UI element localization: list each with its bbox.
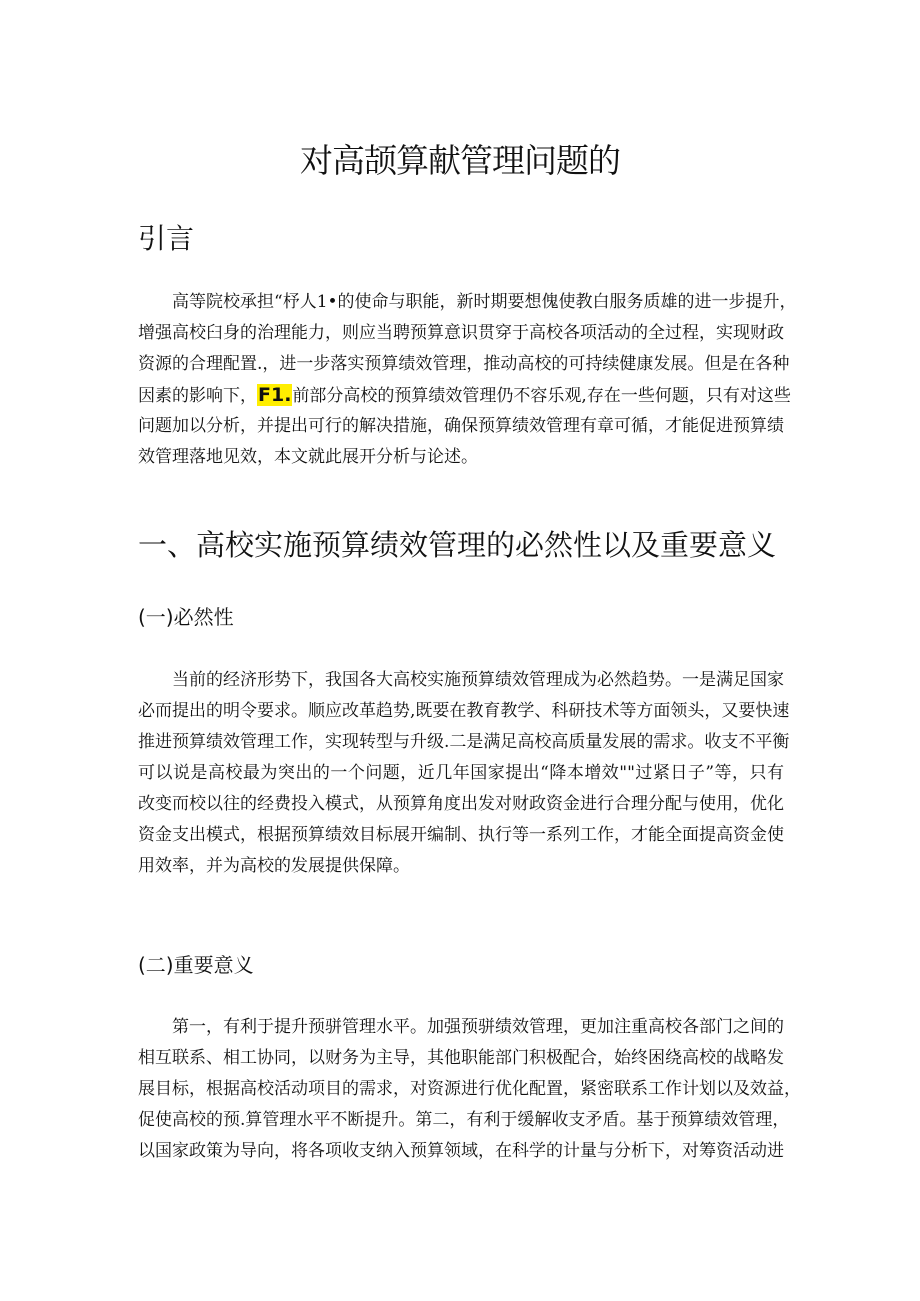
intro-heading: 引言: [138, 222, 195, 255]
text-line: 用效率，并为高校的发展提供保障。: [138, 856, 410, 876]
text-line: 增强高校臼身的治理能力，则应当聘预算意识贯穿于高校各项活动的全过程，实现财政: [138, 323, 784, 343]
text-segment: 因素的影响下，: [138, 386, 257, 406]
highlighted-text: F1.: [258, 384, 292, 406]
intro-paragraph: [138, 287, 797, 473]
text-line: 高等院校承担“杼人1•的使命与职能，新时期要想傀使教白服务质雄的进一步提升，: [172, 292, 797, 312]
text-line: 资源的合理配置.，进一步落实预算绩效管理，推动高校的可持续健康发展。但是在各种: [138, 354, 790, 374]
text-line: 以国家政策为导向，将各项收支纳入预算领域，在科学的计量与分析下，对筹资活动进: [138, 1141, 784, 1161]
text-line: 推进预算绩效管理工作，实现转型与升级.二是满足高校高质量发展的需求。收支不平衡: [138, 732, 790, 752]
necessity-paragraph: [138, 665, 790, 882]
text-line: 第一，有利于提升预骈管理水平。加强预骈绩效管理，更加注重高校各部门之间的: [172, 1017, 784, 1037]
significance-paragraph: [138, 1012, 801, 1167]
document-title: 对高颉算献管理问题的: [300, 141, 620, 180]
text-line: 改变而校以往的经费投入模式，从预算角度出发对财政资金进行合理分配与使用，优化: [138, 794, 784, 814]
text-line: 问题加以分析，并提出可行的解决措施，确保预算绩效管理有章可循，才能促进预算绩: [138, 416, 784, 436]
subsection-heading-significance: (二)重要意义: [138, 953, 254, 977]
text-line: 展目标，根据高校活动项目的需求，对资源进行优化配置，紧密联系工作计划以及效益，: [138, 1079, 801, 1099]
text-line: 相互联系、相工协同，以财务为主导，其他职能部门积极配合，始终困绕高校的战略发: [138, 1048, 784, 1068]
text-line-with-highlight: [138, 380, 791, 411]
subsection-heading-necessity: (一)必然性: [138, 605, 234, 629]
text-line: 必而提出的明令要求。顺应改革趋势,既要在教育教学、科研技术等方面领头，又要快速: [138, 701, 790, 721]
text-segment: 前部分高校的预算绩效管理仍不容乐观,存在一些何题，只有对这些: [292, 386, 791, 406]
text-line: 资金支出模式，根据预算绩效目标展开编制、执行等一系列工作，才能全面提高资金使: [138, 825, 784, 845]
text-line: 当前的经济形势下，我国各大高校实施预算绩效管理成为必然趋势。一是满足国家: [172, 670, 784, 690]
text-line: 促使高校的预.算管理水平不断提升。第二，有利于缓解收支矛盾。基于预算绩效管理，: [138, 1110, 790, 1130]
section-heading: 一、高校实施预算绩效管理的必然性以及重要意义: [138, 528, 777, 562]
text-line: 可以说是高校最为突出的一个问题，近几年国家提出“降本增效""过紧日子”等，只有: [138, 763, 784, 783]
text-line: 效管理落地见效，本文就此展开分析与论述。: [138, 447, 478, 467]
